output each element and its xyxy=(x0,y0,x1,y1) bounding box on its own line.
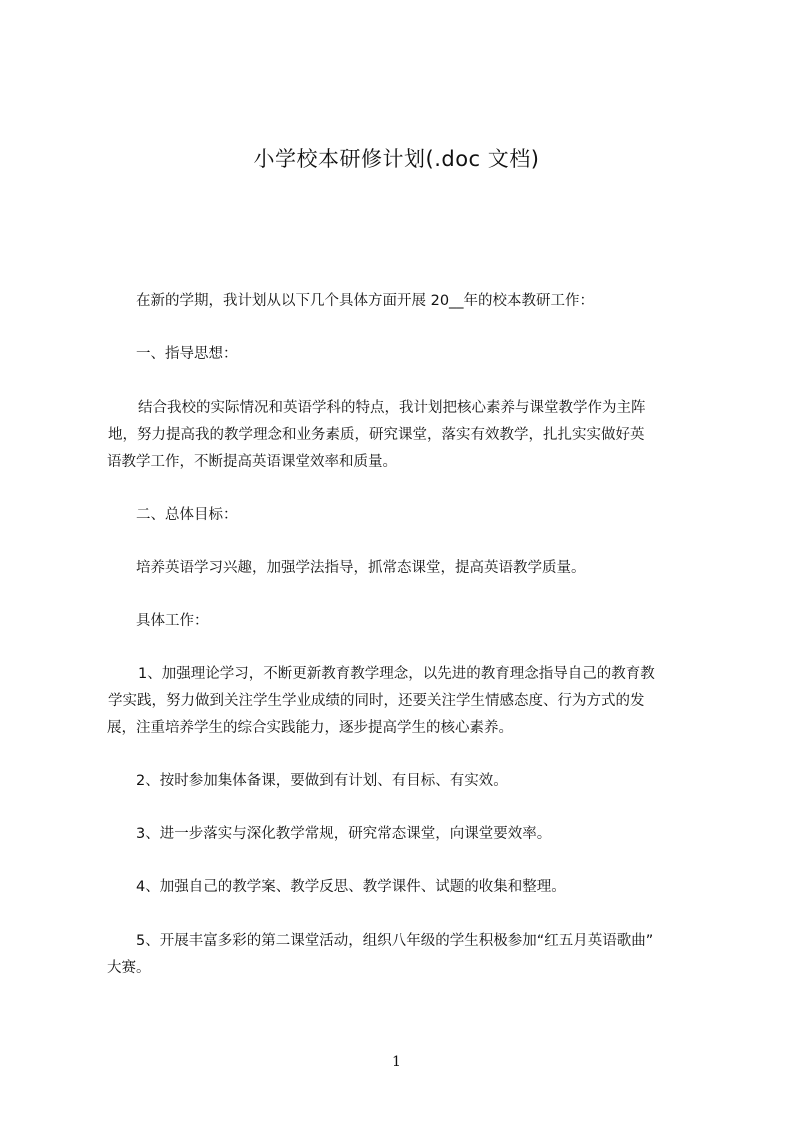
section2-line: 培养英语学习兴趣，加强学法指导，抓常态课堂，提高英语教学质量。 xyxy=(136,560,586,576)
section1-line-1: 结合我校的实际情况和英语学科的特点，我计划把核心素养与课堂教学作为主阵 xyxy=(138,400,646,416)
item2-line: 2、按时参加集体备课，要做到有计划、有目标、有实效。 xyxy=(136,773,508,789)
item3-paragraph xyxy=(107,821,707,848)
item4-paragraph xyxy=(107,874,707,901)
section1-heading xyxy=(107,341,707,368)
section1-line-3: 语教学工作，不断提高英语课堂效率和质量。 xyxy=(107,454,397,470)
item4-line: 4、加强自己的教学案、教学反思、教学课件、试题的收集和整理。 xyxy=(136,879,566,895)
section1-line-2: 地，努力提高我的教学理念和业务素质，研究课堂，落实有效教学，扎扎实实做好英 xyxy=(108,427,645,443)
item1-line-2: 学实践，努力做到关注学生学业成绩的同时，还要关注学生情感态度、行为方式的发 xyxy=(108,693,645,709)
section2-paragraph xyxy=(107,555,707,582)
item5-line-2: 大赛。 xyxy=(107,960,151,976)
item5-line-1: 5、开展丰富多彩的第二课堂活动，组织八年级的学生积极参加“红五月英语歌曲” xyxy=(136,933,654,949)
item1-line-1: 1、加强理论学习，不断更新教育教学理念，以先进的教育理念指导自己的教育教 xyxy=(138,666,655,682)
item2-paragraph xyxy=(107,768,707,795)
item3-line: 3、进一步落实与深化教学常规，研究常态课堂，向课堂要效率。 xyxy=(136,826,552,842)
item5-paragraph xyxy=(107,928,707,982)
work-heading-text: 具体工作： xyxy=(136,613,209,629)
document-title: 小学校本研修计划(.doc 文档) xyxy=(253,147,540,171)
intro-line: 在新的学期，我计划从以下几个具体方面开展 20__年的校本教研工作： xyxy=(136,293,595,309)
item1-line-3: 展，注重培养学生的综合实践能力，逐步提高学生的核心素养。 xyxy=(107,720,513,736)
item1-paragraph xyxy=(107,661,707,742)
section2-heading xyxy=(107,502,707,529)
section1-heading-text: 一、指导思想： xyxy=(136,346,238,362)
section1-paragraph xyxy=(107,395,707,476)
page-number: 1 xyxy=(392,1054,401,1070)
work-heading xyxy=(107,608,707,635)
section2-heading-text: 二、总体目标： xyxy=(136,507,238,523)
intro-paragraph xyxy=(107,288,707,315)
